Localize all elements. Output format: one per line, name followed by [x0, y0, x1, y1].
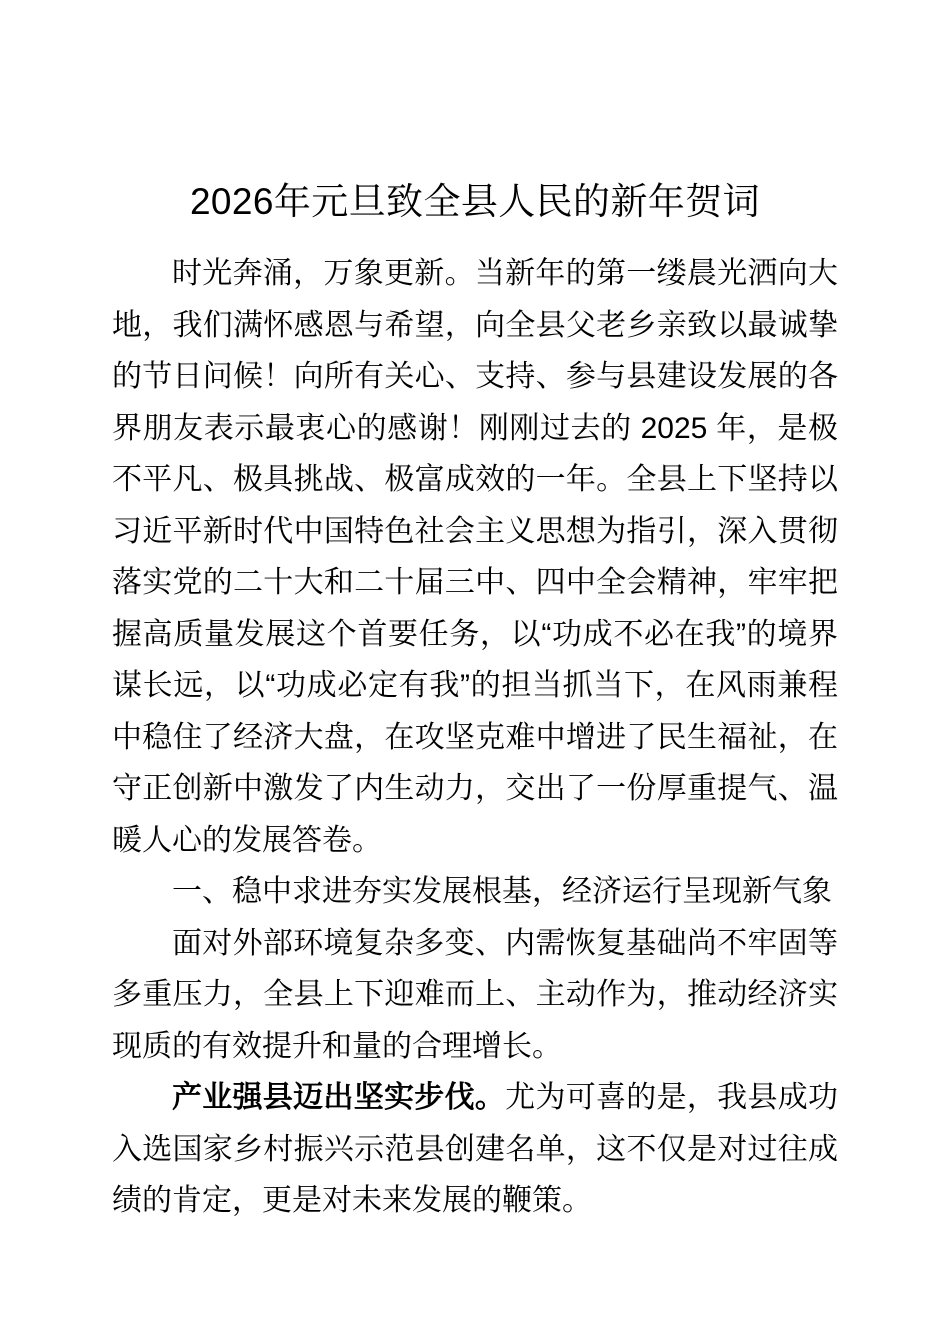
document-body	[112, 248, 838, 1227]
paragraph-section-1-body: 面对外部环境复杂多变、内需恢复基础尚不牢固等多重压力，全县上下迎难而上、主动作为，推动经济实现质的有效提升和量的合理增长。	[112, 926, 838, 1063]
industry-lead-bold: 产业强县迈出坚实步伐。	[172, 1081, 506, 1114]
paragraph-industry	[112, 1072, 838, 1227]
page-title: 2026年元旦致全县人民的新年贺词	[189, 181, 761, 222]
industry-body-text: 尤为可喜的是，我县成功入选国家乡村振兴示范县创建名单，这不仅是对过往成绩的肯定，更是对未来发展的鞭策。	[112, 1081, 839, 1217]
paragraph-opening: 时光奔涌，万象更新。当新年的第一缕晨光洒向大地，我们满怀感恩与希望，向全县父老乡亲致以最诚挚的节日问候！向所有关心、支持、参与县建设发展的各界朋友表示最衷心的感谢！刚刚过去的 2025 年，是极不平凡、极具挑战、极富成效的一年。全县上下坚持以习近平新时代中国特色社会主义思想为指引，深入贯彻落实党的二十大和二十届三中、四中全会精神，牢牢把握高质量发展这个首要任务，以“功成不必在我”的境界谋长远，以“功成必定有我”的担当抓当下，在风雨兼程中稳住了经济大盘，在攻坚克难中增进了民生福祉，在守正创新中激发了内生动力，交出了一份厚重提气、温暖人心的发展答卷。	[112, 257, 838, 857]
document-content-area	[112, 0, 838, 1227]
section-heading-1: 一、稳中求进夯实发展根基，经济运行呈现新气象	[172, 875, 832, 908]
